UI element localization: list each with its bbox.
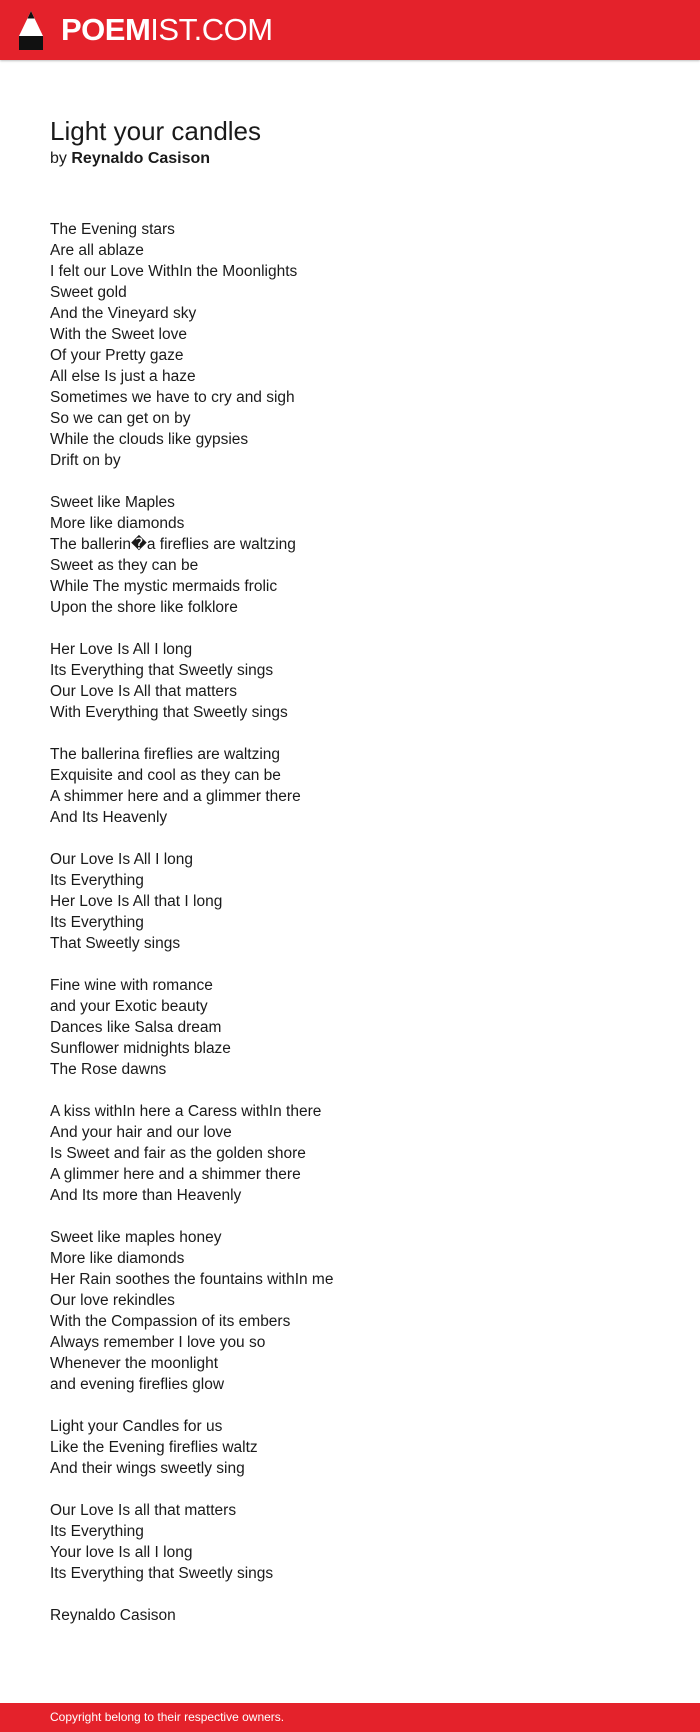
poem-line: The Evening stars [50, 221, 175, 238]
poem-line: While the clouds like gypsies [50, 431, 249, 448]
poem-line: A glimmer here and a shimmer there [50, 1166, 301, 1183]
poem-line: And Its more than Heavenly [50, 1187, 242, 1204]
copyright-text: Copyright belong to their respective owners. [50, 1710, 285, 1724]
poem-line: Drift on by [50, 452, 121, 469]
by-label: by [50, 150, 67, 167]
poem-line: Her Love Is All I long [50, 641, 193, 658]
poem-line: Her Love Is All that I long [50, 893, 223, 910]
poem-line: And the Vineyard sky [50, 305, 197, 322]
poem-line: Its Everything that Sweetly sings [50, 662, 274, 679]
poem-line: and evening fireflies glow [50, 1376, 225, 1393]
poem-line: Sweet like maples honey [50, 1229, 222, 1246]
poem-line: And their wings sweetly sing [50, 1460, 245, 1477]
stanza-break [50, 723, 650, 744]
stanza-break [50, 471, 650, 492]
site-header [0, 0, 700, 60]
site-footer [0, 1703, 700, 1732]
poem-line: Fine wine with romance [50, 977, 213, 994]
poem-line: Our Love Is all that matters [50, 1502, 237, 1519]
poem-line: And your hair and our love [50, 1124, 232, 1141]
stanza-break [50, 618, 650, 639]
poem-line: Of your Pretty gaze [50, 347, 184, 364]
stanza-break [50, 1206, 650, 1227]
poem-line: More like diamonds [50, 1250, 185, 1267]
poem-line: and your Exotic beauty [50, 998, 208, 1015]
poem-line: Sometimes we have to cry and sigh [50, 389, 295, 406]
poem-line: Its Everything [50, 914, 144, 931]
poem-line: Our Love Is All I long [50, 851, 194, 868]
poem-line: And Its Heavenly [50, 809, 168, 826]
stanza-break [50, 828, 650, 849]
poem-line: With the Sweet love [50, 326, 187, 343]
poem-line: I felt our Love WithIn the Moonlights [50, 263, 298, 280]
poem-line: Our love rekindles [50, 1292, 175, 1309]
poem-line: Sunflower midnights blaze [50, 1040, 231, 1057]
poem-line: Your love Is all I long [50, 1544, 193, 1561]
poem-line: Upon the shore like folklore [50, 599, 238, 616]
poem-line: While The mystic mermaids frolic [50, 578, 278, 595]
stanza-break [50, 1584, 650, 1605]
poem-line: So we can get on by [50, 410, 191, 427]
poem-line: The Rose dawns [50, 1061, 167, 1078]
poem-line: Its Everything [50, 872, 144, 889]
poem-line: The ballerina fireflies are waltzing [50, 746, 281, 763]
brand-light: IST.COM [150, 12, 273, 47]
poem-line: Exquisite and cool as they can be [50, 767, 281, 784]
poem-line: With Everything that Sweetly sings [50, 704, 288, 721]
poem-line: A kiss withIn here a Caress withIn there [50, 1103, 322, 1120]
poem-line: All else Is just a haze [50, 368, 196, 385]
brand-bold: POEM [61, 12, 151, 47]
poem-line: Sweet gold [50, 284, 127, 301]
poem-line: Her Rain soothes the fountains withIn me [50, 1271, 334, 1288]
poem-title: Light your candles [50, 116, 262, 146]
poem-line: With the Compassion of its embers [50, 1313, 291, 1330]
poem-line: Are all ablaze [50, 242, 144, 259]
poem-line: Reynaldo Casison [50, 1607, 176, 1624]
stanza-break [50, 1395, 650, 1416]
poem-line: The ballerin�a fireflies are waltzing [50, 536, 296, 553]
site-logo-text[interactable] [61, 11, 273, 49]
poem-line: Always remember I love you so [50, 1334, 266, 1351]
poem-line: Sweet as they can be [50, 557, 199, 574]
pencil-icon[interactable] [18, 10, 44, 51]
stanza-break [50, 954, 650, 975]
poem-line: Its Everything that Sweetly sings [50, 1565, 274, 1582]
byline [50, 147, 210, 171]
poem-line: Dances like Salsa dream [50, 1019, 222, 1036]
poem-line: That Sweetly sings [50, 935, 181, 952]
poem-line: Its Everything [50, 1523, 144, 1540]
poem-line: Is Sweet and fair as the golden shore [50, 1145, 306, 1162]
stanza-break [50, 1080, 650, 1101]
poem-line: Sweet like Maples [50, 494, 175, 511]
poem-line: A shimmer here and a glimmer there [50, 788, 301, 805]
poem-line: Whenever the moonlight [50, 1355, 219, 1372]
stanza-break [50, 1479, 650, 1500]
poem-line: More like diamonds [50, 515, 185, 532]
poem-body [50, 219, 650, 1626]
author-name[interactable]: Reynaldo Casison [71, 150, 211, 167]
poem-line: Like the Evening fireflies waltz [50, 1439, 258, 1456]
poem-line: Our Love Is All that matters [50, 683, 237, 700]
poem-line: Light your Candles for us [50, 1418, 223, 1435]
